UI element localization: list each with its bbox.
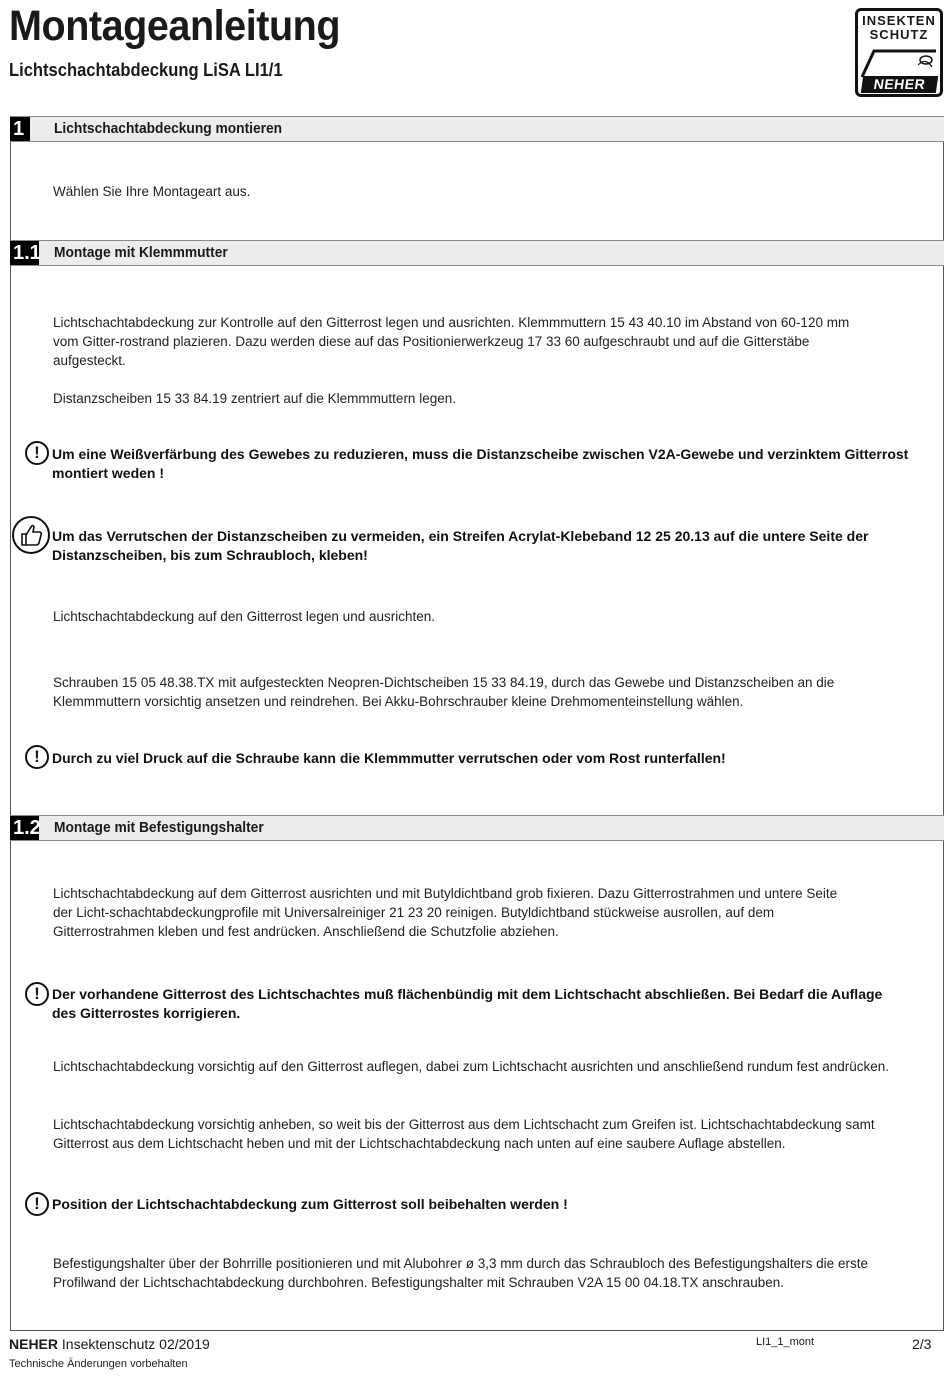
section-header-1-2 [10, 815, 944, 841]
logo-swoosh-icon [860, 45, 940, 79]
logo-text-line2: SCHUTZ [869, 27, 929, 42]
page-title: Montageanleitung [9, 2, 341, 50]
section-number: 1.1 [10, 241, 39, 265]
footer-doc-id: LI1_1_mont [756, 1336, 815, 1348]
instruction-text: Wählen Sie Ihre Montageart aus. [53, 184, 251, 199]
instruction-text: Lichtschachtabdeckung vorsichtig anheben, so weit bis der Gitterrost aus dem Lichtschacht zum Greifen ist. Lichtschachtabdeckung samt Gitterrost aus dem Lichtschacht heben und mit der Lichtschachtabdeckung nach unten auf eine saubere Auflage abstellen. [53, 1117, 875, 1151]
instruction-text: Befestigungshalter über der Bohrrille positionieren und mit Alubohrer ø 3,3 mm durch das Schraubloch des Befestigungshalters die erste Profilwand der Lichtschachtabdeckung durchbohren. Befestigungshalter mit Schrauben V2A 15 00 04.18.TX anschrauben. [53, 1256, 868, 1290]
warning-text: Position der Lichtschachtabdeckung zum Gitterrost soll beibehalten werden ! [52, 1196, 568, 1212]
logo-brand: NEHER [861, 76, 938, 93]
logo-text-line1: INSEKTEN [862, 13, 936, 28]
exclamation-circle-icon: ! [25, 1192, 49, 1216]
section-number: 1 [10, 117, 30, 141]
instruction-text: Lichtschachtabdeckung auf den Gitterrost legen und ausrichten. [53, 609, 435, 624]
exclamation-circle-icon: ! [25, 441, 49, 465]
instruction-text: Lichtschachtabdeckung auf dem Gitterrost ausrichten und mit Butyldichtband grob fixieren. Dazu Gitterrostrahmen und untere Seite der Licht-schachtabdeckungprofile mit Universalreiniger 21 23 20 reinigen. Butyldichtband stückweise ausrollen, auf dem Gitterrostrahmen kleben und fest andrücken. Anschließend die Schutzfolie abziehen. [53, 886, 838, 939]
instruction-text: Lichtschachtabdeckung vorsichtig auf den Gitterrost auflegen, dabei zum Lichtschacht ausrichten und anschließend rundum fest andrücken. [53, 1059, 889, 1074]
exclamation-circle-icon: ! [25, 982, 49, 1006]
footer-note: Technische Änderungen vorbehalten [9, 1358, 188, 1370]
section-header-1 [10, 116, 944, 142]
neher-logo [855, 8, 943, 97]
thumbs-up-icon [12, 516, 50, 554]
instruction-text: Lichtschachtabdeckung zur Kontrolle auf den Gitterrost legen und ausrichten. Klemmmuttern 15 43 40.10 im Abstand von 60-120 mm vom Gitter-rostrand plazieren. Dazu werden diese auf das Positionierwerkzeug 17 33 60 aufgeschraubt und auf die Gitterstäbe aufgesteckt. [53, 315, 850, 368]
section-title: Lichtschachtabdeckung montieren [54, 121, 283, 137]
section-number: 1.2 [10, 816, 39, 840]
tip-text: Um das Verrutschen der Distanzscheiben zu vermeiden, ein Streifen Acrylat-Klebeband 12 25 20.13 auf die untere Seite der Distanzscheiben, bis zum Schraubloch, kleben! [52, 528, 869, 563]
warning-text: Um eine Weißverfärbung des Gewebes zu reduzieren, muss die Distanzscheibe zwischen V2A-Gewebe und verzinktem Gitterrost montiert weden ! [52, 446, 909, 481]
page-subtitle: Lichtschachtabdeckung LiSA LI1/1 [9, 60, 283, 80]
section-title: Montage mit Klemmmutter [54, 245, 228, 261]
footer-brand-name: NEHER [9, 1336, 59, 1352]
footer-brand-suffix: Insektenschutz 02/2019 [58, 1336, 210, 1352]
section-title: Montage mit Befestigungshalter [54, 820, 264, 836]
instruction-text: Distanzscheiben 15 33 84.19 zentriert auf die Klemmmuttern legen. [53, 391, 456, 406]
warning-text: Durch zu viel Druck auf die Schraube kann die Klemmmutter verrutschen oder vom Rost runterfallen! [52, 750, 726, 766]
exclamation-circle-icon: ! [25, 745, 49, 769]
warning-text: Der vorhandene Gitterrost des Lichtschachtes muß flächenbündig mit dem Lichtschacht abschließen. Bei Bedarf die Auflage des Gitterrostes korrigieren. [52, 986, 883, 1021]
instruction-text: Schrauben 15 05 48.38.TX mit aufgesteckten Neopren-Dichtscheiben 15 33 84.19, durch das Gewebe und Distanzscheiben an die Klemmmuttern vorsichtig ansetzen und reindrehen. Bei Akku-Bohrschrauber kleine Drehmomenteinstellung wählen. [53, 675, 835, 709]
footer-brand [9, 1336, 210, 1352]
page-number: 2/3 [912, 1336, 932, 1352]
section-header-1-1 [10, 240, 944, 266]
